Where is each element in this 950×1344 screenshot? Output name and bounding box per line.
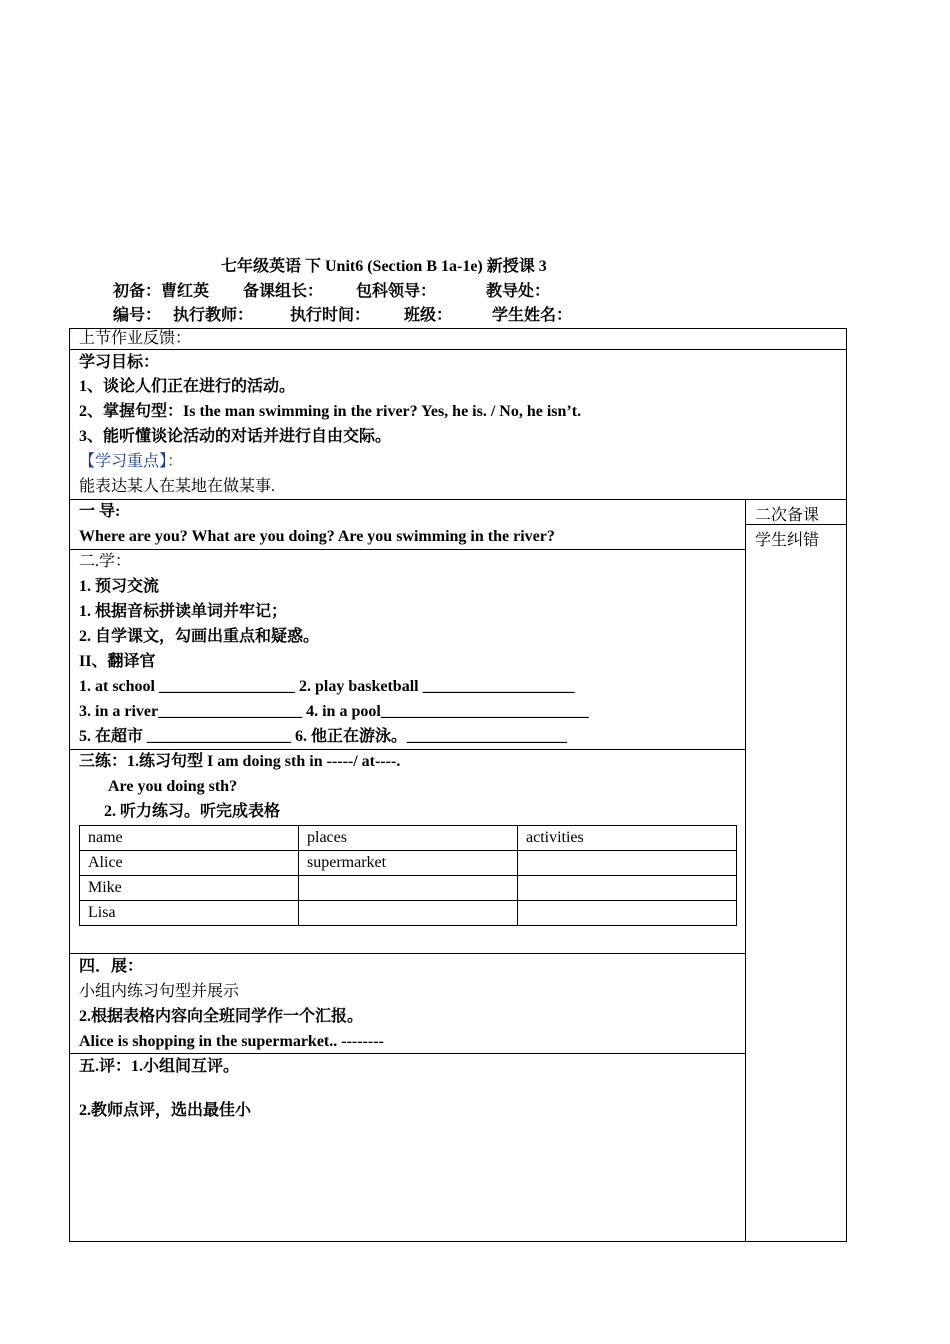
side-student-correction: 学生纠错: [755, 532, 820, 549]
table-cell: [299, 901, 518, 926]
learn-title: 二.学：: [79, 553, 132, 570]
table-cell: [299, 876, 518, 901]
evaluate-line: 2.教师点评，选出最佳小: [79, 1102, 252, 1119]
header-subject-leader: 包科领导：: [356, 283, 437, 300]
table-cell: Lisa: [80, 901, 299, 926]
key-point-label: 【学习重点】：: [79, 453, 184, 470]
header-academic-office: 教导处：: [486, 283, 551, 300]
header-student-name: 学生姓名：: [492, 307, 573, 324]
table-cell: [518, 851, 737, 876]
header-time: 执行时间：: [290, 307, 371, 324]
goals-title: 学习目标：: [79, 354, 160, 371]
table-cell: Mike: [80, 876, 299, 901]
header-teacher: 执行教师：: [173, 307, 254, 324]
listening-table: [79, 825, 737, 926]
goal-item: 1、谈论人们正在进行的活动。: [79, 378, 296, 395]
goal-item: 2、掌握句型：Is the man swimming in the river? Yes, he is. / No, he isn’t.: [79, 403, 582, 420]
row-divider: [69, 749, 746, 750]
table-cell: Alice: [80, 851, 299, 876]
row-divider: [69, 499, 847, 500]
header-group-leader: 备课组长：: [243, 283, 324, 300]
feedback-label: 上节作业反馈：: [79, 330, 192, 347]
practice-line: 2. 听力练习。听完成表格: [104, 803, 281, 820]
table-header: places: [299, 826, 518, 851]
table-border-bottom: [69, 1241, 847, 1242]
table-cell: [518, 901, 737, 926]
row-divider: [69, 953, 746, 954]
learn-line: 2. 自学课文，勾画出重点和疑惑。: [79, 628, 320, 645]
table-cell: [518, 876, 737, 901]
header-class: 班级：: [404, 307, 453, 324]
table-header: activities: [518, 826, 737, 851]
lead-title: 一 导:: [79, 503, 121, 520]
table-header: name: [80, 826, 299, 851]
practice-line: Are you doing sth?: [108, 778, 238, 795]
table-cell: supermarket: [299, 851, 518, 876]
column-divider: [745, 499, 746, 1242]
show-title: 四．展：: [79, 958, 144, 975]
header-preparer: 初备：曹红英: [113, 283, 210, 300]
key-point-text: 能表达某人在某地在做某事.: [79, 478, 276, 495]
table-border-left: [69, 328, 70, 1242]
evaluate-title: 五.评：1.小组间互评。: [79, 1058, 240, 1075]
side-second-prep: 二次备课: [755, 507, 820, 524]
show-line: Alice is shopping in the supermarket.. --------: [79, 1033, 384, 1050]
translation-line: 5. 在超市 __________________ 6. 他正在游泳。____________________: [79, 728, 568, 745]
translation-line: 1. at school _________________ 2. play basketball ___________________: [79, 678, 575, 695]
learn-line: 1. 根据音标拼读单词并牢记；: [79, 603, 288, 620]
show-line: 小组内练习句型并展示: [79, 983, 240, 1000]
row-divider: [69, 349, 847, 350]
goal-item: 3、能听懂谈论活动的对话并进行自由交际。: [79, 428, 392, 445]
learn-line: 1. 预习交流: [79, 578, 160, 595]
learn-line: II、翻译官: [79, 653, 156, 670]
show-line: 2.根据表格内容向全班同学作一个汇报。: [79, 1008, 364, 1025]
table-row: [80, 876, 737, 901]
row-divider: [69, 549, 746, 550]
lead-text: Where are you? What are you doing? Are you swimming in the river?: [79, 528, 555, 545]
translation-line: 3. in a river__________________ 4. in a pool__________________________: [79, 703, 589, 720]
row-divider: [69, 1053, 746, 1054]
table-row: [80, 851, 737, 876]
table-row: [80, 901, 737, 926]
page-title: 七年级英语 下 Unit6 (Section B 1a-1e) 新授课 3: [221, 258, 547, 275]
table-border-right: [846, 328, 847, 1242]
table-header-row: [80, 826, 737, 851]
header-number: 编号：: [113, 307, 162, 324]
practice-title: 三练：1.练习句型 I am doing sth in -----/ at----.: [79, 753, 401, 770]
